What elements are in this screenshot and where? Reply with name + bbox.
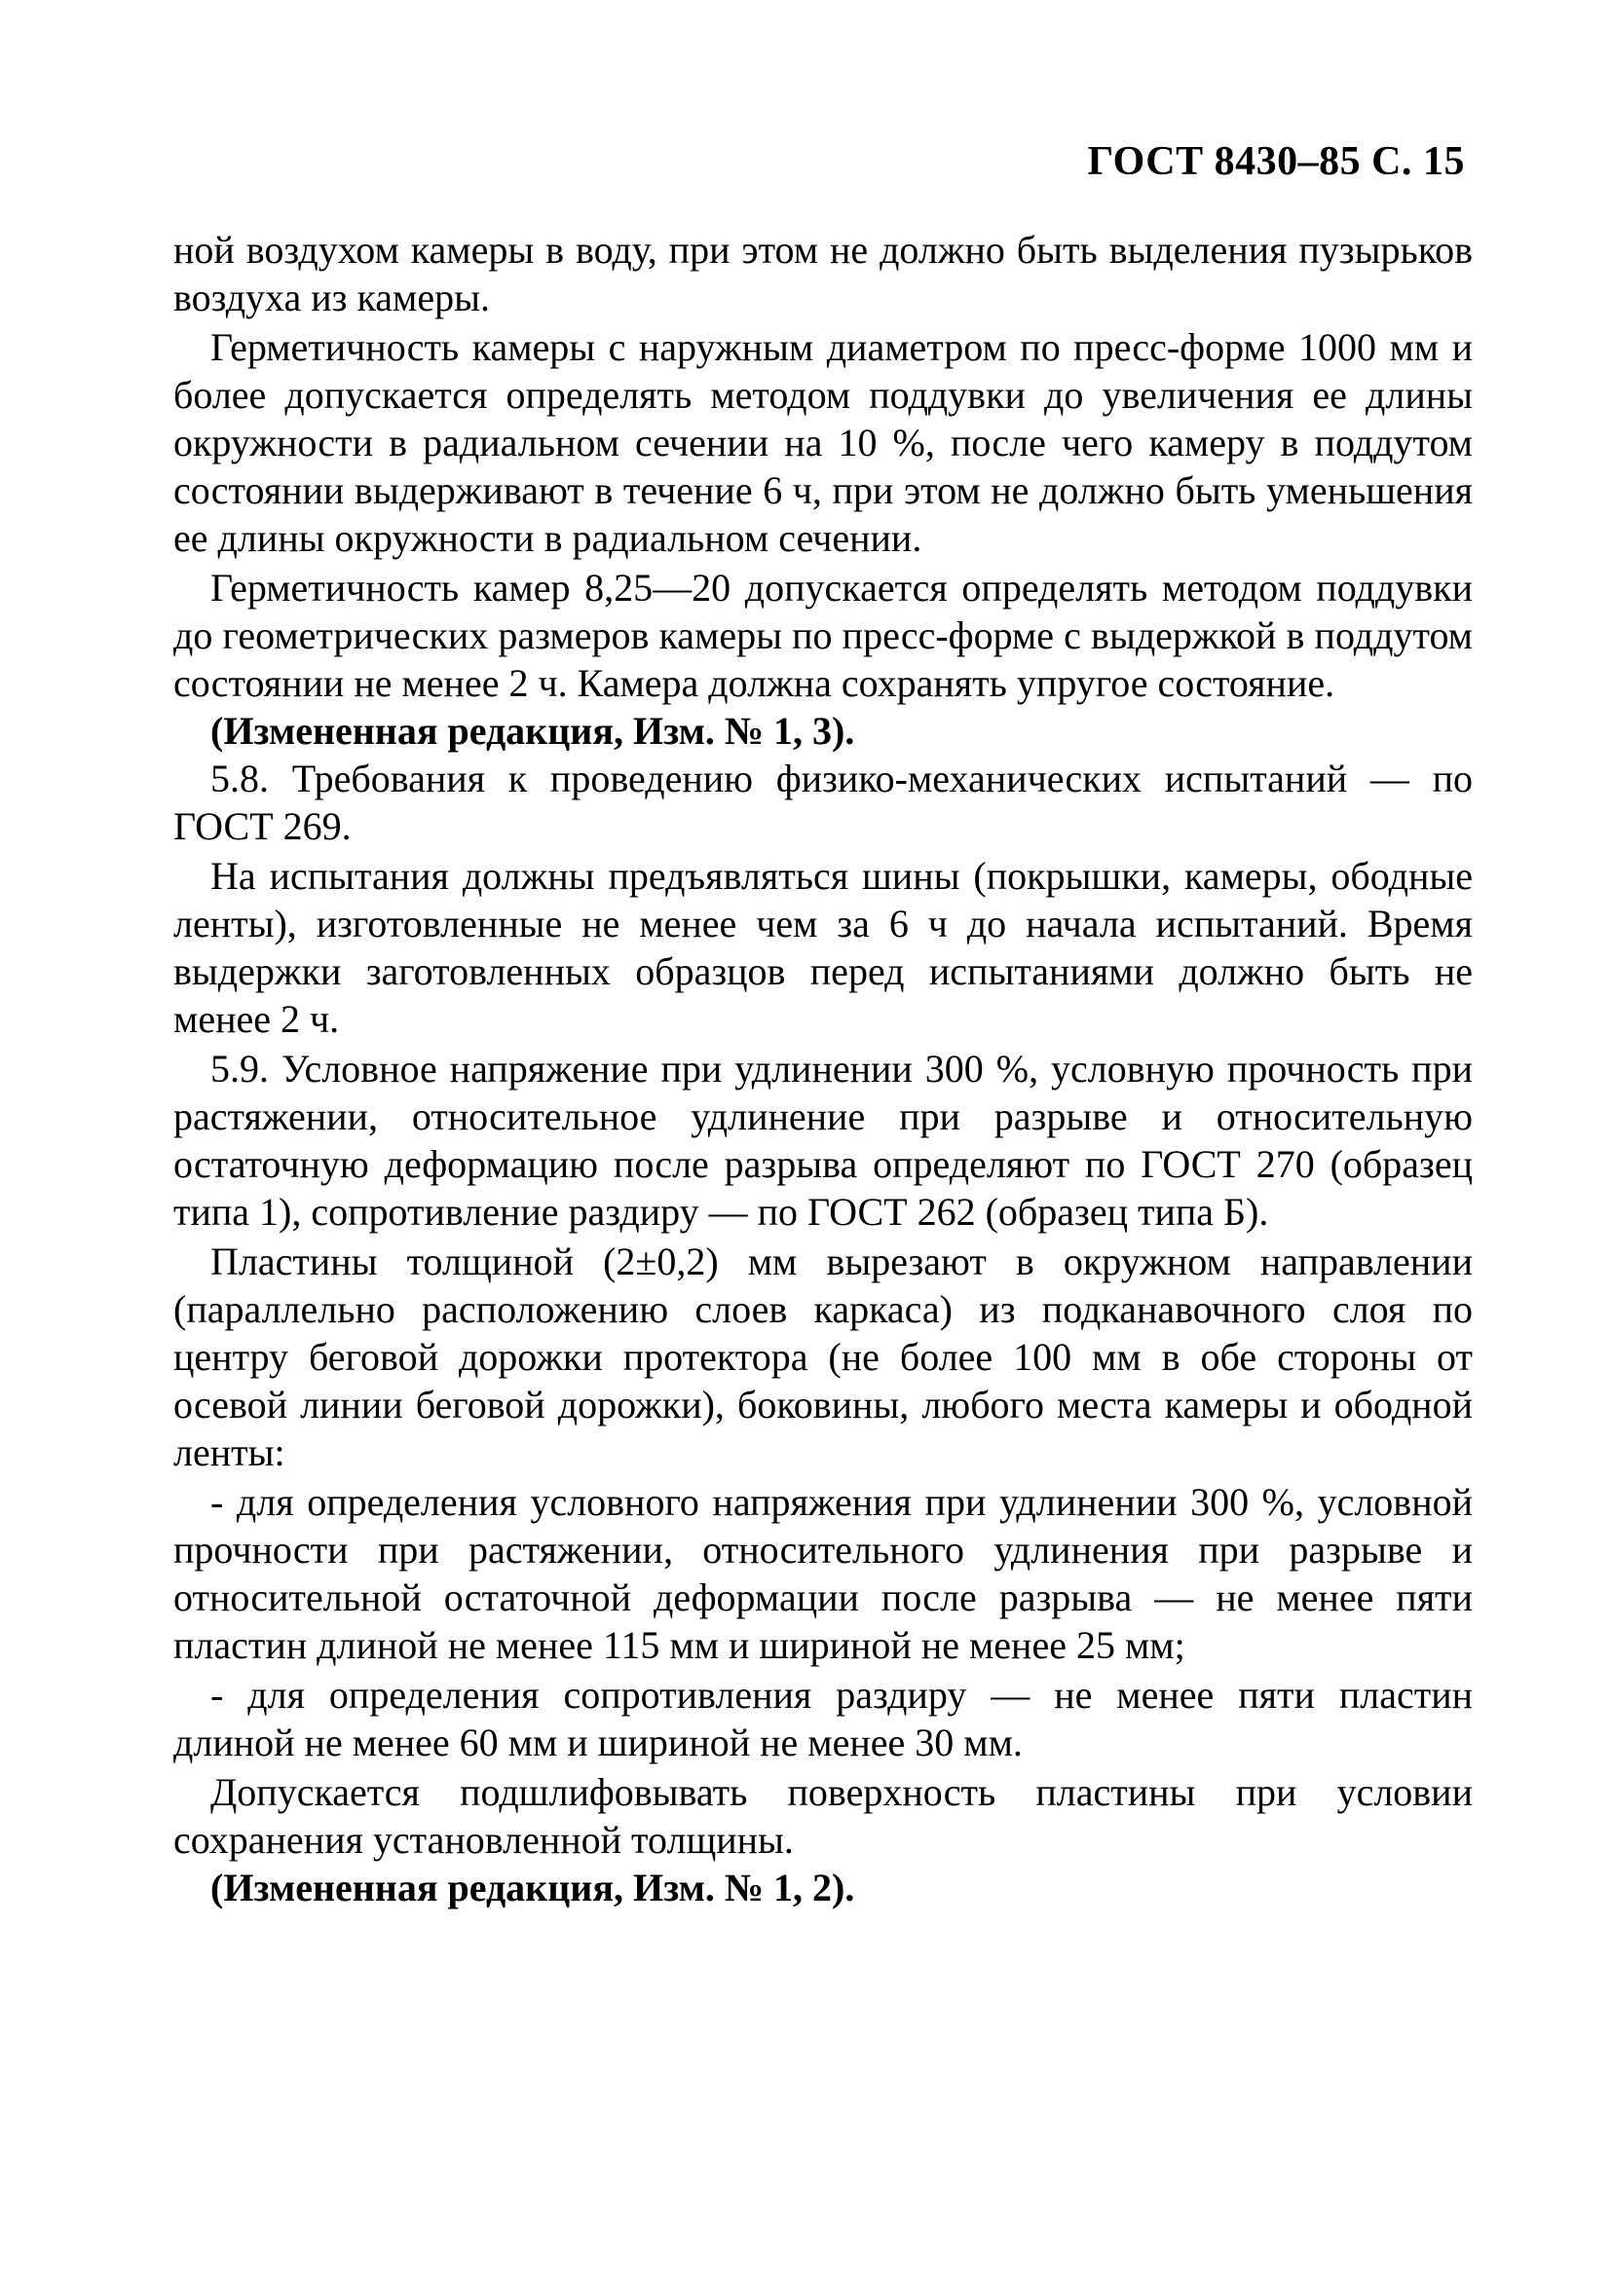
page-header: ГОСТ 8430–85 С. 15 [1087, 139, 1465, 184]
amendment-note: (Измененная редакция, Изм. № 1, 3). [210, 709, 855, 753]
list-item: - для определения сопротивления раздиру — не менее пяти пластин длиной не менее 60 мм и шириной не менее 30 мм. [173, 1673, 1473, 1764]
list-item: - для определения условного напряжения при удлинении 300 %, условной прочности при растяжении, относительного удлинения при разрыве и относительной остаточной деформации после разрыва — не менее пяти пластин длиной не менее 115 мм и шириной не менее 25 мм; [173, 1480, 1473, 1667]
clause-5-9: 5.9. Условное напряжение при удлинении 300 %, условную прочность при растяжении, относительное удлинение при разрыве и относительную остаточную деформацию после разрыва определяют по ГОСТ 270 (образец типа 1), сопротивление раздиру — по ГОСТ 262 (образец типа Б). [173, 1047, 1473, 1234]
paragraph: Герметичность камер 8,25—20 допускается определять методом поддувки до геометрических размеров камеры по пресс-форме с выдержкой в поддутом состоянии не менее 2 ч. Камера должна сохранять упругое состояние. [173, 566, 1473, 705]
clause-5-8: 5.8. Требования к проведению физико-механических испытаний — по ГОСТ 269. [173, 757, 1473, 848]
paragraph: Допускается подшлифовывать поверхность пластины при условии сохранения установленной толщины. [173, 1770, 1473, 1862]
paragraph: На испытания должны предъявляться шины (покрышки, камеры, ободные ленты), изготовленные не менее чем за 6 ч до начала испытаний. Время выдержки заготовленных образцов перед испытаниями должно быть не менее 2 ч. [173, 854, 1473, 1041]
paragraph: Пластины толщиной (2±0,2) мм вырезают в окружном направлении (параллельно расположению слоев каркаса) из подканавочного слоя по центру беговой дорожки протектора (не более 100 мм в обе стороны от осевой линии беговой дорожки), боковины, любого места камеры и ободной ленты: [173, 1240, 1473, 1474]
amendment-note: (Измененная редакция, Изм. № 1, 2). [210, 1866, 855, 1909]
paragraph: Герметичность камеры с наружным диаметром по пресс-форме 1000 мм и более допускается определять методом поддувки до увеличения ее длины окружности в радиальном сечении на 10 %, после чего камеру в поддутом состоянии выдерживают в течение 6 ч, при этом не должно быть уменьшения ее длины окружности в радиальном сечении. [173, 325, 1473, 560]
document-body [173, 226, 1473, 1911]
paragraph-continuation: ной воздухом камеры в воду, при этом не должно быть выделения пузырьков воздуха из камеры. [173, 228, 1473, 319]
